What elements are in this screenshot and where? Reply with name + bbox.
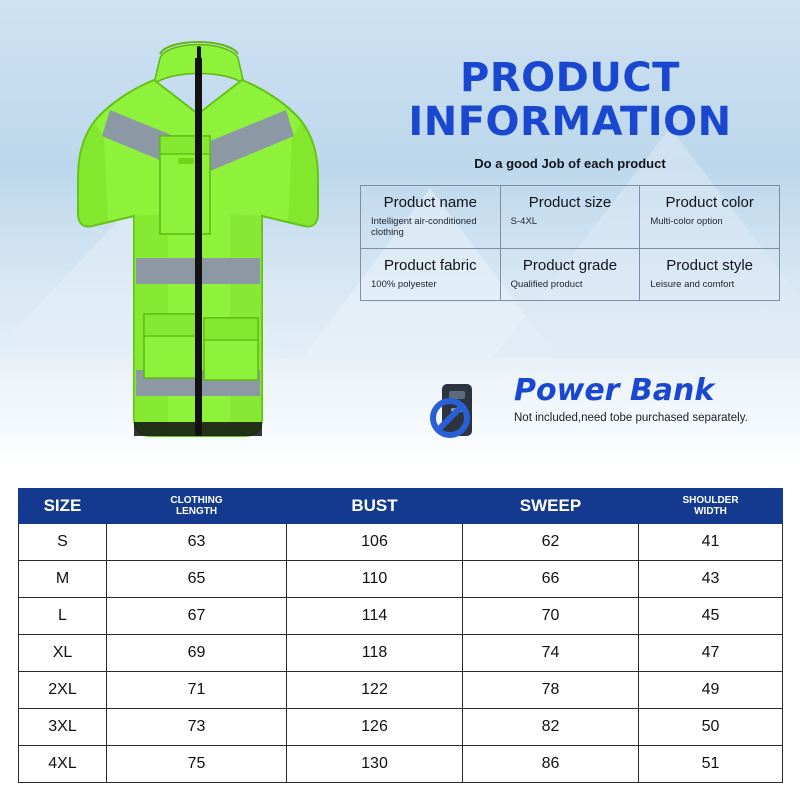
spec-cell-product-size xyxy=(500,186,640,249)
power-bank-notice xyxy=(418,370,788,460)
cell-sweep: 82 xyxy=(463,709,639,746)
page-title-line1: PRODUCT xyxy=(460,55,680,101)
cell-shoulder-width: 41 xyxy=(639,524,783,561)
cell-size: 4XL xyxy=(19,746,107,783)
table-row xyxy=(19,598,783,635)
cell-size: XL xyxy=(19,635,107,672)
cell-clothing-length: 69 xyxy=(107,635,287,672)
hi-vis-vest-photo xyxy=(48,18,348,458)
power-bank-text xyxy=(514,374,790,424)
cell-size: M xyxy=(19,561,107,598)
power-bank-title: Power Bank xyxy=(514,373,715,408)
cell-bust: 110 xyxy=(287,561,463,598)
spec-value: Leisure and comfort xyxy=(650,279,735,290)
spec-cell-product-color xyxy=(640,186,780,249)
cell-size: 3XL xyxy=(19,709,107,746)
table-row xyxy=(19,746,783,783)
cell-clothing-length: 75 xyxy=(107,746,287,783)
spec-value: Multi-color option xyxy=(650,216,723,227)
header-clothing-length-line1: CLOTHING xyxy=(170,495,223,506)
power-bank-note: Not included,need tobe purchased separately. xyxy=(514,412,748,424)
spec-cell-product-grade xyxy=(500,249,640,301)
cell-shoulder-width: 43 xyxy=(639,561,783,598)
spec-value: Intelligent air-conditioned clothing xyxy=(371,216,477,238)
header-bust: BUST xyxy=(287,489,463,524)
cell-sweep: 86 xyxy=(463,746,639,783)
cell-bust: 122 xyxy=(287,672,463,709)
cell-shoulder-width: 45 xyxy=(639,598,783,635)
cell-bust: 114 xyxy=(287,598,463,635)
header-shoulder-width xyxy=(639,489,783,524)
cell-clothing-length: 67 xyxy=(107,598,287,635)
spec-label: Product style xyxy=(666,257,754,274)
cell-bust: 126 xyxy=(287,709,463,746)
cell-bust: 130 xyxy=(287,746,463,783)
cell-sweep: 78 xyxy=(463,672,639,709)
cell-size: L xyxy=(19,598,107,635)
cell-size: S xyxy=(19,524,107,561)
spec-label: Product fabric xyxy=(384,257,477,274)
table-row xyxy=(19,524,783,561)
spec-label: Product name xyxy=(383,194,478,211)
cell-clothing-length: 73 xyxy=(107,709,287,746)
no-power-bank-icon xyxy=(418,374,494,450)
spec-label: Product size xyxy=(528,194,612,211)
cell-shoulder-width: 51 xyxy=(639,746,783,783)
cell-bust: 106 xyxy=(287,524,463,561)
header-clothing-length xyxy=(107,489,287,524)
cell-sweep: 74 xyxy=(463,635,639,672)
cell-shoulder-width: 47 xyxy=(639,635,783,672)
cell-size: 2XL xyxy=(19,672,107,709)
spec-row xyxy=(361,249,780,301)
spec-value: S-4XL xyxy=(510,216,538,227)
cell-shoulder-width: 50 xyxy=(639,709,783,746)
spec-row xyxy=(361,186,780,249)
spec-value: Qualified product xyxy=(510,279,583,290)
header-clothing-length-line2: LENGTH xyxy=(175,506,218,517)
cell-clothing-length: 65 xyxy=(107,561,287,598)
cell-sweep: 70 xyxy=(463,598,639,635)
table-row xyxy=(19,635,783,672)
spec-label: Product color xyxy=(665,194,754,211)
header-size: SIZE xyxy=(19,489,107,524)
spec-value: 100% polyester xyxy=(371,279,437,290)
spec-table xyxy=(360,185,780,301)
spec-cell-product-name xyxy=(361,186,501,249)
cell-shoulder-width: 49 xyxy=(639,672,783,709)
cell-sweep: 62 xyxy=(463,524,639,561)
header-shoulder-width-line2: WIDTH xyxy=(694,506,727,517)
cell-clothing-length: 63 xyxy=(107,524,287,561)
size-chart-table xyxy=(18,488,783,783)
spec-label: Product grade xyxy=(522,257,618,274)
product-information-block xyxy=(360,56,780,301)
cell-bust: 118 xyxy=(287,635,463,672)
cell-sweep: 66 xyxy=(463,561,639,598)
table-row xyxy=(19,561,783,598)
table-row xyxy=(19,672,783,709)
table-row xyxy=(19,709,783,746)
size-chart-header-row xyxy=(19,489,783,524)
cell-clothing-length: 71 xyxy=(107,672,287,709)
spec-cell-product-style xyxy=(640,249,780,301)
spec-cell-product-fabric xyxy=(361,249,501,301)
page-title-line2: INFORMATION xyxy=(408,99,732,145)
header-sweep: SWEEP xyxy=(463,489,639,524)
header-shoulder-width-line1: SHOULDER xyxy=(682,495,739,506)
page-subtitle: Do a good Job of each product xyxy=(474,156,666,171)
